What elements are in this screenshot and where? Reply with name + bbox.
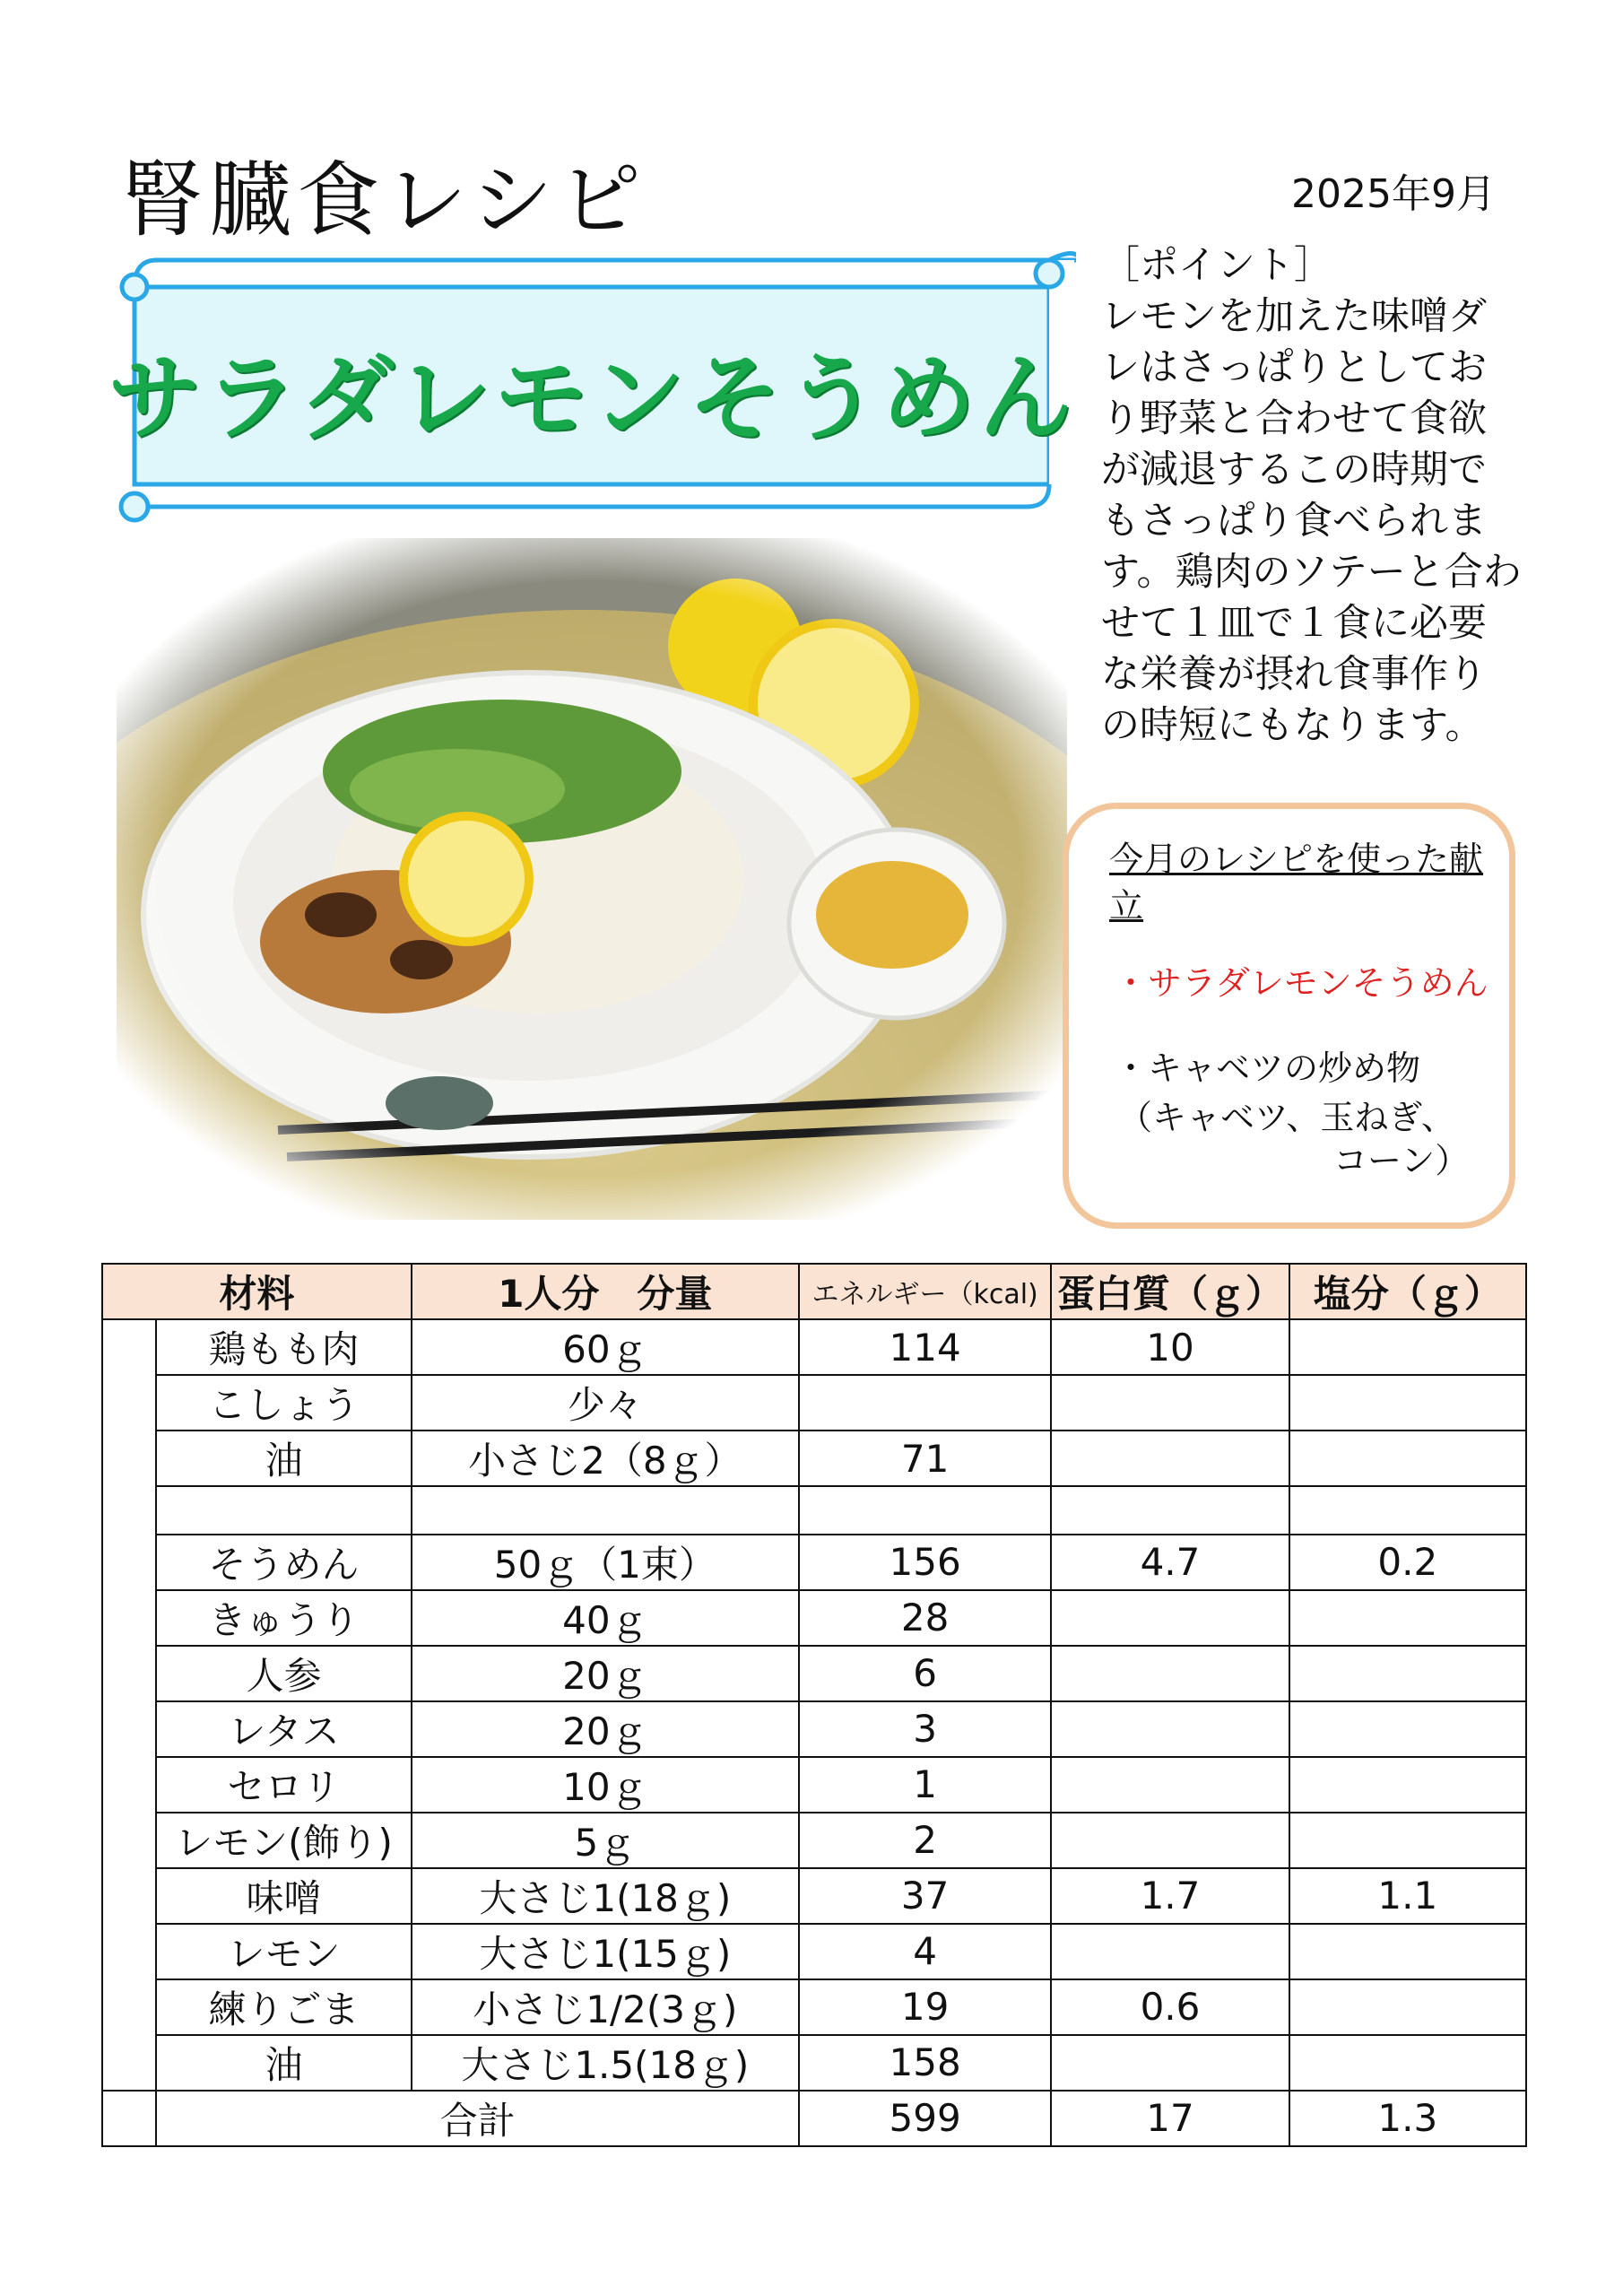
energy-cell: 6 — [799, 1646, 1051, 1701]
energy-cell: 2 — [799, 1813, 1051, 1868]
amount-cell: 小さじ2（8ｇ） — [412, 1431, 799, 1486]
energy-cell — [799, 1375, 1051, 1431]
amount-cell: 20ｇ — [412, 1701, 799, 1757]
energy-cell — [799, 1486, 1051, 1535]
energy-cell: 71 — [799, 1431, 1051, 1486]
ingredient-cell: そうめん — [156, 1535, 411, 1590]
ingredient-cell — [156, 1486, 411, 1535]
amount-cell: 60ｇ — [412, 1319, 799, 1375]
protein-cell — [1051, 1486, 1289, 1535]
group-cell — [102, 2091, 156, 2146]
energy-cell: 37 — [799, 1868, 1051, 1924]
table-row — [102, 1486, 1526, 1535]
menu-item-side-detail-end: コーン） — [1333, 1141, 1470, 1180]
table-row — [102, 1924, 1526, 1979]
salt-cell: 1.1 — [1289, 1868, 1526, 1924]
energy-cell: 19 — [799, 1979, 1051, 2035]
table-row — [102, 1979, 1526, 2035]
table-row — [102, 1868, 1526, 1924]
amount-cell — [412, 1486, 799, 1535]
dish-illustration — [117, 538, 1067, 1220]
point-heading: ［ポイント］ — [1101, 243, 1332, 288]
dish-photo — [117, 538, 1067, 1220]
ingredient-cell: こしょう — [156, 1375, 411, 1431]
date-label: 2025年9月 — [1291, 171, 1496, 217]
salt-cell — [1289, 1431, 1526, 1486]
salt-cell — [1289, 1757, 1526, 1813]
protein-cell — [1051, 2035, 1289, 2091]
amount-cell: 大さじ1.5(18ｇ) — [412, 2035, 799, 2091]
amount-cell: 5ｇ — [412, 1813, 799, 1868]
group-cell — [102, 1319, 156, 2091]
protein-cell — [1051, 1590, 1289, 1646]
ingredient-cell: レタス — [156, 1701, 411, 1757]
menu-box — [1063, 803, 1515, 1229]
energy-cell: 28 — [799, 1590, 1051, 1646]
salt-cell: 0.2 — [1289, 1535, 1526, 1590]
amount-cell: 小さじ1/2(3ｇ) — [412, 1979, 799, 2035]
ingredient-cell: セロリ — [156, 1757, 411, 1813]
recipe-title: サラダレモンそうめん — [108, 344, 1076, 453]
energy-cell: 156 — [799, 1535, 1051, 1590]
salt-cell — [1289, 1375, 1526, 1431]
table-row — [102, 1375, 1526, 1431]
salt-cell — [1289, 1924, 1526, 1979]
salt-cell — [1289, 1486, 1526, 1535]
col-header-salt: 塩分（ｇ） — [1289, 1264, 1526, 1319]
nutrition-table — [101, 1263, 1527, 2147]
ingredient-cell: 油 — [156, 1431, 411, 1486]
salt-cell — [1289, 2035, 1526, 2091]
protein-cell — [1051, 1813, 1289, 1868]
ingredient-cell: 人参 — [156, 1646, 411, 1701]
energy-cell: 1 — [799, 1757, 1051, 1813]
table-row — [102, 1701, 1526, 1757]
table-row — [102, 1319, 1526, 1375]
protein-cell — [1051, 1431, 1289, 1486]
table-header-row — [102, 1264, 1526, 1319]
salt-cell — [1289, 1813, 1526, 1868]
page-title: 腎臓食レシピ — [121, 152, 647, 248]
point-text: レモンを加えた味噌ダレはさっぱりとしており野菜と合わせて食欲が減退するこの時期でもさっぱり食べられます。鶏肉のソテーと合わせて１皿で１食に必要な栄養が摂れ食事作りの時短にもなります。 — [1101, 294, 1522, 748]
col-header-energy: エネルギー（kcal) — [799, 1264, 1051, 1319]
energy-cell: 158 — [799, 2035, 1051, 2091]
ingredient-cell: 味噌 — [156, 1868, 411, 1924]
table-row — [102, 1757, 1526, 1813]
table-row — [102, 1590, 1526, 1646]
table-total-row — [102, 2091, 1526, 2146]
menu-item-side: ・キャベツの炒め物 — [1114, 1048, 1421, 1088]
protein-cell: 4.7 — [1051, 1535, 1289, 1590]
total-protein: 17 — [1051, 2091, 1289, 2146]
table-row — [102, 1646, 1526, 1701]
col-header-amount: 1人分 分量 — [412, 1264, 799, 1319]
menu-item-side-detail: （キャベツ、玉ねぎ、 — [1118, 1098, 1455, 1137]
protein-cell — [1051, 1646, 1289, 1701]
protein-cell: 1.7 — [1051, 1868, 1289, 1924]
amount-cell: 大さじ1(15ｇ) — [412, 1924, 799, 1979]
amount-cell: 40ｇ — [412, 1590, 799, 1646]
table-row — [102, 1813, 1526, 1868]
recipe-title-banner — [108, 238, 1076, 525]
total-label: 合計 — [156, 2091, 799, 2146]
protein-cell — [1051, 1924, 1289, 1979]
salt-cell — [1289, 1590, 1526, 1646]
energy-cell: 3 — [799, 1701, 1051, 1757]
salt-cell — [1289, 1646, 1526, 1701]
col-header-ingredient: 材料 — [102, 1264, 412, 1319]
protein-cell — [1051, 1375, 1289, 1431]
protein-cell: 10 — [1051, 1319, 1289, 1375]
salt-cell — [1289, 1979, 1526, 2035]
amount-cell: 10ｇ — [412, 1757, 799, 1813]
ingredient-cell: レモン — [156, 1924, 411, 1979]
menu-item-main: ・サラダレモンそうめん — [1114, 963, 1488, 1003]
amount-cell: 少々 — [412, 1375, 799, 1431]
ingredient-cell: 練りごま — [156, 1979, 411, 2035]
amount-cell: 20ｇ — [412, 1646, 799, 1701]
energy-cell: 4 — [799, 1924, 1051, 1979]
total-salt: 1.3 — [1289, 2091, 1526, 2146]
ingredient-cell: きゅうり — [156, 1590, 411, 1646]
amount-cell: 50ｇ（1束） — [412, 1535, 799, 1590]
ingredient-cell: 鶏もも肉 — [156, 1319, 411, 1375]
col-header-protein: 蛋白質（ｇ） — [1051, 1264, 1289, 1319]
salt-cell — [1289, 1701, 1526, 1757]
total-energy: 599 — [799, 2091, 1051, 2146]
menu-title: 今月のレシピを使った献立 — [1109, 839, 1484, 926]
point-section — [1101, 240, 1523, 752]
ingredient-cell: 油 — [156, 2035, 411, 2091]
protein-cell — [1051, 1701, 1289, 1757]
table-row — [102, 1431, 1526, 1486]
ingredient-cell: レモン(飾り) — [156, 1813, 411, 1868]
table-row — [102, 1535, 1526, 1590]
salt-cell — [1289, 1319, 1526, 1375]
table-row — [102, 2035, 1526, 2091]
amount-cell: 大さじ1(18ｇ) — [412, 1868, 799, 1924]
protein-cell — [1051, 1757, 1289, 1813]
protein-cell: 0.6 — [1051, 1979, 1289, 2035]
energy-cell: 114 — [799, 1319, 1051, 1375]
